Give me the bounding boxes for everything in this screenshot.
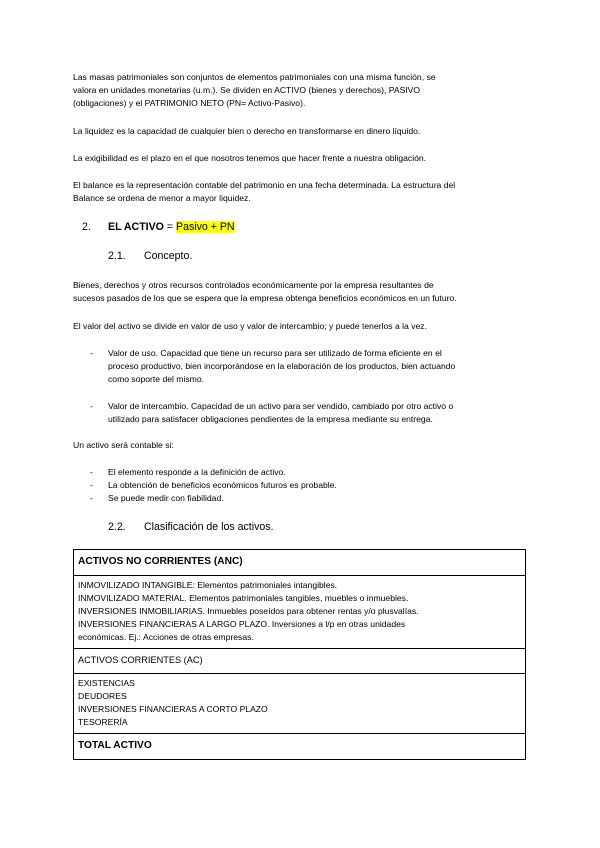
text-line: (obligaciones) y el PATRIMONIO NETO (PN= Activo-Pasivo). xyxy=(73,98,306,108)
list-item-condition: El elemento responde a la definición de activo. xyxy=(108,467,286,477)
list-item-condition: Se puede medir con fiabilidad. xyxy=(108,493,224,503)
subsection-number: 2.2. xyxy=(108,521,126,533)
intro-paragraph-balance xyxy=(73,179,528,205)
text-line: Bienes, derechos y otros recursos controlados económicamente por la empresa resultantes de xyxy=(73,280,434,290)
highlighted-formula: Pasivo + PN xyxy=(176,221,235,233)
list-item-condition: La obtención de beneficios económicos futuros es probable. xyxy=(108,480,337,490)
total-activo-cell: TOTAL ACTIVO xyxy=(74,734,526,760)
section-title: EL ACTIVO xyxy=(108,221,164,233)
subsection-heading-concepto xyxy=(108,249,192,263)
ac-items-cell xyxy=(74,674,526,734)
anc-item: INVERSIONES INMOBILIARIAS. Inmuebles poseídos para obtener rentas y/o plusvalías. xyxy=(78,606,419,616)
text-line: sucesos pasados de los que se espera que la empresa obtenga beneficios económicos en un futuro. xyxy=(73,293,457,303)
activos-classification-table xyxy=(73,549,526,760)
subsection-number: 2.1. xyxy=(108,250,126,262)
anc-item: INMOVILIZADO INTANGIBLE: Elementos patrimoniales intangibles. xyxy=(78,580,338,590)
equals-sign: = xyxy=(163,221,176,233)
ac-header-cell: ACTIVOS CORRIENTES (AC) xyxy=(74,649,526,674)
table-row xyxy=(74,734,526,760)
section-number: 2. xyxy=(82,221,91,233)
intro-paragraph-masas xyxy=(73,71,528,110)
table-row xyxy=(74,550,526,576)
bullet-dash: - xyxy=(90,480,93,490)
section-heading-el-activo xyxy=(82,220,235,234)
text-line: Balance se ordena de menor a mayor liquidez. xyxy=(73,193,251,203)
table-row xyxy=(74,674,526,734)
anc-item: INVERSIONES FINANCIERAS A LARGO PLAZO. Inversiones a l/p en otras unidades xyxy=(78,619,406,629)
table-row xyxy=(74,576,526,649)
anc-item: económicas. Ej.: Acciones de otras empresas. xyxy=(78,632,254,642)
valor-paragraph: El valor del activo se divide en valor de uso y valor de intercambio; y puede tenerlos a la vez. xyxy=(73,321,427,331)
bullet-dash: - xyxy=(90,348,93,358)
ac-item: INVERSIONES FINANCIERAS A CORTO PLAZO xyxy=(78,704,268,714)
subsection-title: Clasificación de los activos. xyxy=(144,521,274,533)
text-line: proceso productivo, bien incorporándose en la elaboración de los productos, bien actuando xyxy=(108,361,456,371)
bullet-dash: - xyxy=(90,401,93,411)
ac-item: EXISTENCIAS xyxy=(78,678,135,688)
text-line: valora en unidades monetarias (u.m.). Se dividen en ACTIVO (bienes y derechos), PASIVO xyxy=(73,85,421,95)
table-row xyxy=(74,649,526,674)
list-item-valor-uso xyxy=(108,347,528,386)
anc-header-cell: ACTIVOS NO CORRIENTES (ANC) xyxy=(74,550,526,576)
text-line: Valor de intercambio. Capacidad de un activo para ser vendido, cambiado por otro activo o xyxy=(108,401,454,411)
text-line: utilizado para satisfacer obligaciones pendientes de la empresa mediante su entrega. xyxy=(108,414,433,424)
anc-items-cell xyxy=(74,576,526,649)
bullet-dash: - xyxy=(90,467,93,477)
text-line: como soporte del mismo. xyxy=(108,374,204,384)
ac-item: TESORERÍA xyxy=(78,717,128,727)
intro-paragraph-exigibilidad: La exigibilidad es el plazo en el que nosotros tenemos que hacer frente a nuestra obligación. xyxy=(73,153,427,163)
list-item-valor-intercambio xyxy=(108,400,528,426)
subsection-heading-clasificacion xyxy=(108,520,274,534)
concepto-paragraph xyxy=(73,279,528,305)
text-line: Valor de uso. Capacidad que tiene un recurso para ser utilizado de forma eficiente en el xyxy=(108,348,442,358)
text-line: Las masas patrimoniales son conjuntos de elementos patrimoniales con una misma función, se xyxy=(73,72,436,82)
bullet-dash: - xyxy=(90,493,93,503)
ac-item: DEUDORES xyxy=(78,691,127,701)
text-line: El balance es la representación contable del patrimonio en una fecha determinada. La estructura del xyxy=(73,180,456,190)
subsection-title: Concepto. xyxy=(144,250,193,262)
intro-paragraph-liquidez: La liquidez es la capacidad de cualquier bien o derecho en transformarse en dinero líquido. xyxy=(73,126,421,136)
anc-item: INMOVILIZADO MATERIAL. Elementos patrimoniales tangibles, muebles o inmuebles. xyxy=(78,593,409,603)
contable-paragraph: Un activo será contable si: xyxy=(73,440,174,450)
